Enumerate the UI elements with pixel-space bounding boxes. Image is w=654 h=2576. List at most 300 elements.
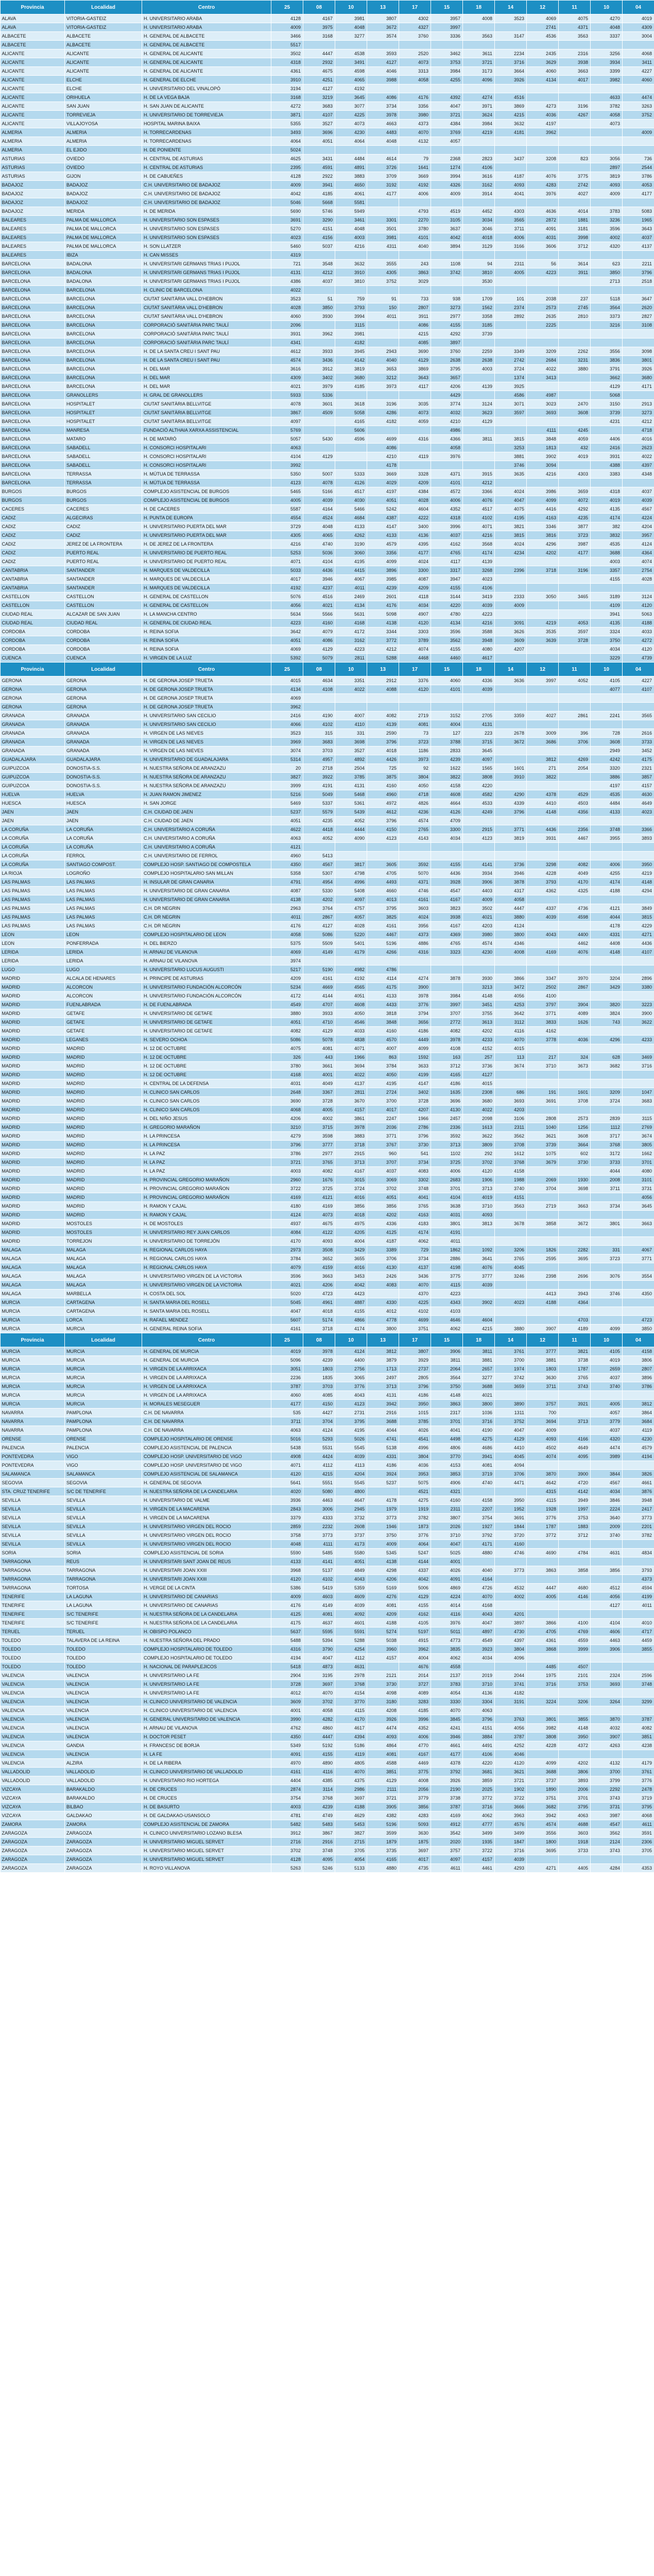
cell-value: 3106 — [495, 1114, 527, 1123]
cell-locality: MADRID — [65, 1097, 142, 1106]
cell-value: 4209 — [271, 974, 303, 983]
cell-value: 4068 — [623, 1811, 654, 1820]
cell-value: 3931 — [271, 330, 303, 338]
cell-province: LEON — [1, 939, 65, 948]
cell-value: 4361 — [271, 67, 303, 76]
cell-value: 3596 — [431, 628, 463, 636]
cell-value: 2896 — [623, 974, 654, 983]
cell-province: LA CORUÑA — [1, 843, 65, 852]
cell-value: 3976 — [431, 1619, 463, 1628]
cell-value — [527, 957, 559, 965]
cell-value: 5439 — [335, 808, 367, 817]
cell-value: 4006 — [431, 496, 463, 505]
cell-value: 4052 — [303, 834, 335, 843]
cell-value — [623, 1654, 654, 1663]
cell-value: 3886 — [591, 773, 623, 782]
cell-value: 4093 — [527, 1435, 559, 1444]
cell-value: 4252 — [495, 1741, 527, 1750]
cell-value: 4273 — [527, 102, 559, 111]
cell-value: 3910 — [495, 773, 527, 782]
cell-value: 4078 — [303, 479, 335, 487]
cell-value: 3856 — [367, 1202, 399, 1211]
table-row — [1, 487, 654, 496]
table-row — [1, 887, 654, 895]
cell-value: 3741 — [495, 1680, 527, 1689]
cell-center: COMPLEJO HOSPITALARIO DE TOLEDO — [142, 1654, 271, 1663]
cell-value: 3716 — [527, 1680, 559, 1689]
cell-value: 3978 — [399, 992, 431, 1001]
cell-value: 4121 — [271, 843, 303, 852]
cell-value: 4067 — [623, 1246, 654, 1255]
cell-province: MADRID — [1, 1071, 65, 1079]
table-row — [1, 93, 654, 102]
cell-value: 4100 — [559, 1619, 591, 1628]
cell-value: 3718 — [303, 1325, 335, 1333]
cell-locality: PAMPLONA — [65, 1409, 142, 1417]
table-row — [1, 1114, 654, 1123]
cell-value — [495, 843, 527, 852]
cell-value: 3896 — [367, 566, 399, 575]
cell-value: 4079 — [303, 628, 335, 636]
cell-value: 3563 — [495, 1202, 527, 1211]
cell-value — [367, 330, 399, 338]
cell-value: 4664 — [431, 799, 463, 808]
cell-value: 3812 — [527, 755, 559, 764]
cell-center: H. NACIONAL DE PARAPLEJICOS — [142, 1663, 271, 1671]
cell-value: 4406 — [591, 435, 623, 444]
cell-province: CUENCA — [1, 654, 65, 663]
cell-value: 331 — [335, 729, 367, 738]
cell-value: 2306 — [623, 1838, 654, 1846]
cell-value: 4622 — [271, 825, 303, 834]
cell-value: 4111 — [527, 426, 559, 435]
cell-center: COMPLEJO ASISTENCIAL DE ZAMORA — [142, 1820, 271, 1829]
cell-province: ALICANTE — [1, 120, 65, 128]
cell-value: 3960 — [367, 1645, 399, 1654]
table-row — [1, 1356, 654, 1365]
cell-value: 4239 — [303, 1356, 335, 1365]
cell-value: 4318 — [591, 487, 623, 496]
cell-value — [527, 382, 559, 391]
cell-value: 4083 — [399, 1167, 431, 1176]
cell-value: 4127 — [591, 1601, 623, 1610]
cell-value: 3990 — [271, 1715, 303, 1724]
cell-value: 4206 — [367, 1575, 399, 1584]
cell-locality: ELCHE — [65, 76, 142, 84]
cell-value: 4006 — [431, 1167, 463, 1176]
cell-center: H. DE CABUEÑES — [142, 172, 271, 181]
cell-locality: ALCORCON — [65, 992, 142, 1001]
cell-value: 4174 — [591, 514, 623, 522]
cell-value: 5386 — [271, 1584, 303, 1592]
cell-value: 1873 — [399, 1522, 431, 1531]
cell-value — [623, 843, 654, 852]
cell-value: 3639 — [527, 636, 559, 645]
cell-locality: SORIA — [65, 1549, 142, 1557]
cell-locality: PALMA DE MALLORCA — [65, 216, 142, 225]
cell-value: 2137 — [431, 1671, 463, 1680]
cell-value: 3035 — [399, 400, 431, 409]
cell-value: 1835 — [303, 1374, 335, 1382]
cell-locality: CORDOBA — [65, 645, 142, 654]
cell-value: 4081 — [303, 1044, 335, 1053]
cell-value: 4148 — [463, 992, 495, 1001]
cell-value: 3213 — [463, 983, 495, 992]
cell-value: 4024 — [495, 540, 527, 549]
cell-province: TOLEDO — [1, 1654, 65, 1663]
cell-value: 4235 — [559, 514, 591, 522]
cell-value — [527, 198, 559, 207]
cell-value: 4371 — [431, 470, 463, 479]
cell-center: H. PROVINCIAL GREGORIO MARAÑON — [142, 1176, 271, 1184]
cell-value: 3324 — [591, 628, 623, 636]
cell-value: 4336 — [463, 676, 495, 685]
cell-value: 4516 — [495, 93, 527, 102]
cell-value: 3864 — [623, 1409, 654, 1417]
table-row — [1, 676, 654, 685]
cell-value — [559, 782, 591, 790]
table-row — [1, 1759, 654, 1768]
cell-locality: LAS PALMAS — [65, 878, 142, 887]
cell-value: 4972 — [367, 799, 399, 808]
table-row — [1, 286, 654, 295]
cell-value: 3793 — [623, 1566, 654, 1575]
cell-value: 4279 — [271, 1132, 303, 1141]
cell-value: 4036 — [527, 111, 559, 120]
cell-value: 4026 — [399, 1426, 431, 1435]
cell-value: 2026 — [431, 1522, 463, 1531]
cell-value — [495, 1071, 527, 1079]
cell-value: 2398 — [527, 1272, 559, 1281]
cell-value: 4521 — [399, 1487, 431, 1496]
cell-value: 4059 — [399, 417, 431, 426]
cell-value — [623, 694, 654, 703]
cell-value: 4036 — [559, 1036, 591, 1044]
cell-value — [431, 277, 463, 286]
cell-locality: ELCHE — [65, 84, 142, 93]
cell-value: 4021 — [271, 382, 303, 391]
cell-province: MALAGA — [1, 1281, 65, 1290]
cell-value: 1919 — [399, 1505, 431, 1514]
cell-value: 3867 — [271, 409, 303, 417]
cell-locality: TERRASSA — [65, 470, 142, 479]
cell-value: 3172 — [591, 1149, 623, 1158]
cell-value: 3775 — [399, 1768, 431, 1776]
cell-value: 3997 — [431, 1001, 463, 1009]
cell-value: 3563 — [559, 32, 591, 41]
cell-province: SEGOVIA — [1, 1479, 65, 1487]
cell-value — [495, 694, 527, 703]
cell-value: 3955 — [591, 834, 623, 843]
cell-value: 3785 — [399, 1417, 431, 1426]
cell-value: 4915 — [399, 1636, 431, 1645]
cell-value: 2311 — [431, 1505, 463, 1514]
cell-value — [527, 895, 559, 904]
cell-value: 4469 — [399, 1759, 431, 1768]
cell-value: 4106 — [463, 163, 495, 172]
cell-locality: S/C TENERIFE — [65, 1610, 142, 1619]
cell-value: 3765 — [559, 1374, 591, 1382]
cell-value — [303, 41, 335, 49]
cell-value: 4176 — [367, 601, 399, 610]
cell-value: 3782 — [623, 1531, 654, 1540]
cell-value: 4052 — [335, 817, 367, 825]
cell-locality: BARCELONA — [65, 321, 142, 330]
cell-value: 5192 — [303, 1741, 335, 1750]
cell-value: 3946 — [431, 1733, 463, 1741]
cell-value — [527, 939, 559, 948]
cell-value — [559, 321, 591, 330]
cell-locality: LA CORUÑA — [65, 825, 142, 834]
cell-value: 3808 — [463, 773, 495, 782]
cell-value: 3819 — [335, 365, 367, 374]
cell-value: 1946 — [367, 1522, 399, 1531]
cell-value: 4736 — [559, 904, 591, 913]
table-row — [1, 251, 654, 260]
cell-province: BARCELONA — [1, 391, 65, 400]
cell-value: 4022 — [335, 685, 367, 694]
cell-value — [591, 1575, 623, 1584]
cell-value — [463, 444, 495, 452]
cell-value: 163 — [431, 1053, 463, 1062]
cell-value: 3752 — [623, 111, 654, 120]
cell-value: 3800 — [463, 1400, 495, 1409]
cell-value: 3904 — [559, 1001, 591, 1009]
cell-value: 3827 — [335, 1829, 367, 1838]
cell-locality: PALMA DE MALLORCA — [65, 242, 142, 251]
cell-value: 4004 — [335, 1237, 367, 1246]
cell-value: 4021 — [303, 601, 335, 610]
cell-value: 4165 — [367, 1855, 399, 1864]
cell-value: 4064 — [335, 137, 367, 146]
cell-value: 4123 — [463, 834, 495, 843]
cell-value: 5220 — [335, 930, 367, 939]
cell-value: 2861 — [559, 711, 591, 720]
cell-value: 3655 — [335, 1255, 367, 1263]
cell-value — [495, 1391, 527, 1400]
cell-value: 4251 — [303, 76, 335, 84]
cell-value: 3857 — [623, 773, 654, 782]
cell-value: 4191 — [303, 782, 335, 790]
cell-province: LAS PALMAS — [1, 895, 65, 904]
cell-value: 3921 — [559, 1400, 591, 1409]
cell-province: PALENCIA — [1, 1444, 65, 1452]
cell-value: 5079 — [303, 654, 335, 663]
cell-value: 2478 — [623, 1785, 654, 1794]
cell-value: 2096 — [271, 321, 303, 330]
cell-value: 4129 — [463, 417, 495, 426]
cell-value: 1713 — [367, 1365, 399, 1374]
cell-value: 5274 — [367, 1628, 399, 1636]
cell-value: 4174 — [399, 1228, 431, 1237]
cell-value: 4175 — [367, 983, 399, 992]
cell-value: 4075 — [495, 505, 527, 514]
cell-province: SEVILLA — [1, 1514, 65, 1522]
cell-value: 5375 — [271, 939, 303, 948]
cell-value: 4680 — [559, 1584, 591, 1592]
cell-value: 3168 — [271, 93, 303, 102]
cell-value: 5361 — [335, 799, 367, 808]
cell-value — [463, 338, 495, 347]
cell-value — [463, 957, 495, 965]
cell-value: 1862 — [431, 1246, 463, 1255]
cell-value: 4105 — [591, 1347, 623, 1356]
cell-value — [495, 1316, 527, 1325]
cell-center: H. UNIVERSITARIO SON ESPASES — [142, 233, 271, 242]
cell-locality: OVIEDO — [65, 155, 142, 163]
cell-value — [463, 146, 495, 155]
cell-value: 3771 — [527, 1009, 559, 1018]
cell-value — [463, 694, 495, 703]
cell-value: 4039 — [527, 913, 559, 922]
table-row — [1, 295, 654, 303]
cell-value: 4005 — [591, 1400, 623, 1409]
cell-value — [527, 1391, 559, 1400]
cell-value: 4907 — [399, 610, 431, 619]
cell-value: 4147 — [399, 1079, 431, 1088]
cell-value: 2234 — [495, 49, 527, 58]
cell-value: 5307 — [303, 869, 335, 878]
cell-value: 3349 — [495, 347, 527, 356]
cell-center: COMPLEJO ASISTENCIAL DE BURGOS — [142, 487, 271, 496]
cell-center: H. UNIVERSITARIO VIRGEN DE LA VICTORIA — [142, 1281, 271, 1290]
cell-value — [527, 575, 559, 584]
cell-value: 4957 — [303, 755, 335, 764]
cell-value: 4056 — [495, 1724, 527, 1733]
cell-value: 3773 — [623, 1514, 654, 1522]
cell-locality: CACERES — [65, 505, 142, 514]
cell-value: 4447 — [303, 49, 335, 58]
cell-value: 4082 — [367, 711, 399, 720]
cell-value: 4270 — [591, 14, 623, 23]
cell-value: 4740 — [463, 1479, 495, 1487]
cell-value: 3796 — [271, 1141, 303, 1149]
cell-center: H. UNIVERSITARIO FUNDACIÓN ALCORCÓN — [142, 983, 271, 992]
cell-value: 3848 — [527, 435, 559, 444]
cell-value: 3683 — [623, 1097, 654, 1106]
cell-value: 4688 — [559, 1820, 591, 1829]
cell-province: CASTELLON — [1, 601, 65, 610]
cell-value: 4097 — [431, 1855, 463, 1864]
cell-value: 3693 — [527, 409, 559, 417]
cell-value — [495, 41, 527, 49]
cell-value — [303, 426, 335, 435]
cell-value: 4071 — [271, 1461, 303, 1470]
cell-locality: SALAMANCA — [65, 1470, 142, 1479]
cell-value: 2014 — [399, 1671, 431, 1680]
cell-value: 3953 — [399, 1470, 431, 1479]
cell-value — [495, 23, 527, 32]
cell-value: 3608 — [559, 1132, 591, 1141]
cell-province: GRANADA — [1, 720, 65, 729]
cell-value: 4022 — [527, 365, 559, 374]
cell-value: 4129 — [303, 645, 335, 654]
cell-value: 3795 — [431, 365, 463, 374]
cell-value: 4105 — [591, 676, 623, 685]
table-row — [1, 1557, 654, 1566]
cell-value — [367, 207, 399, 216]
cell-center: H. VIRGEN DE LA ARRIXACA — [142, 1382, 271, 1391]
cell-value — [591, 1461, 623, 1470]
cell-value — [527, 852, 559, 860]
cell-locality: BARCELONA — [65, 286, 142, 295]
cell-value: 4302 — [399, 14, 431, 23]
cell-value: 4233 — [463, 1036, 495, 1044]
table-row — [1, 1820, 654, 1829]
cell-locality: BARCELONA — [65, 347, 142, 356]
cell-value: 3129 — [463, 242, 495, 251]
cell-province: BURGOS — [1, 496, 65, 505]
cell-value: 3402 — [399, 1088, 431, 1097]
cell-value: 4124 — [335, 1347, 367, 1356]
cell-value: 3721 — [367, 1794, 399, 1803]
cell-value: 4005 — [271, 496, 303, 505]
cell-value — [559, 1461, 591, 1470]
cell-province: MADRID — [1, 974, 65, 983]
cell-locality: ZARAGOZA — [65, 1838, 142, 1846]
cell-province: MURCIA — [1, 1347, 65, 1356]
cell-value: 4074 — [623, 557, 654, 566]
cell-value: 2808 — [527, 1114, 559, 1123]
cell-province: SORIA — [1, 1549, 65, 1557]
cell-value — [463, 1487, 495, 1496]
cell-value: 150 — [367, 303, 399, 312]
cell-value: 4182 — [367, 417, 399, 426]
cell-value: 4319 — [271, 251, 303, 260]
cell-value: 1890 — [527, 1785, 559, 1794]
cell-locality: HUELVA — [65, 790, 142, 799]
cell-locality: MURCIA — [65, 1382, 142, 1391]
cell-value — [431, 41, 463, 49]
cell-value: 4015 — [463, 1079, 495, 1088]
cell-value: 3971 — [463, 102, 495, 111]
cell-value: 4050 — [335, 1009, 367, 1018]
cell-value — [559, 1557, 591, 1566]
cell-value: 2019 — [463, 1671, 495, 1680]
cell-value: 4452 — [463, 207, 495, 216]
cell-value: 4770 — [399, 1741, 431, 1750]
cell-value: 4483 — [367, 128, 399, 137]
cell-value: 4058 — [495, 895, 527, 904]
cell-value: 4242 — [591, 755, 623, 764]
cell-value: 938 — [431, 295, 463, 303]
cell-value: 56 — [527, 260, 559, 268]
cell-value: 3926 — [623, 365, 654, 374]
cell-locality: LAS PALMAS — [65, 904, 142, 913]
cell-value: 2064 — [431, 1365, 463, 1374]
cell-value: 736 — [623, 155, 654, 163]
cell-value: 4114 — [367, 974, 399, 983]
cell-value — [367, 84, 399, 93]
cell-value: 4074 — [399, 645, 431, 654]
table-row — [1, 225, 654, 233]
cell-value — [591, 137, 623, 146]
cell-value: 4009 — [271, 23, 303, 32]
cell-value: 4039 — [303, 496, 335, 505]
cell-locality: SEVILLA — [65, 1505, 142, 1514]
cell-center: H. 12 DE OCTUBRE — [142, 1062, 271, 1071]
cell-value — [623, 1706, 654, 1715]
cell-value: 4675 — [303, 1219, 335, 1228]
cell-value: 4155 — [303, 1750, 335, 1759]
cell-value: 4047 — [271, 1307, 303, 1316]
cell-center: C.H. UNIVERSITARIO DE BADAJOZ — [142, 198, 271, 207]
cell-province: BARCELONA — [1, 382, 65, 391]
cell-value: 4152 — [463, 1044, 495, 1053]
cell-value: 5118 — [591, 295, 623, 303]
cell-value: 4169 — [527, 948, 559, 957]
cell-value: 3195 — [303, 1671, 335, 1680]
